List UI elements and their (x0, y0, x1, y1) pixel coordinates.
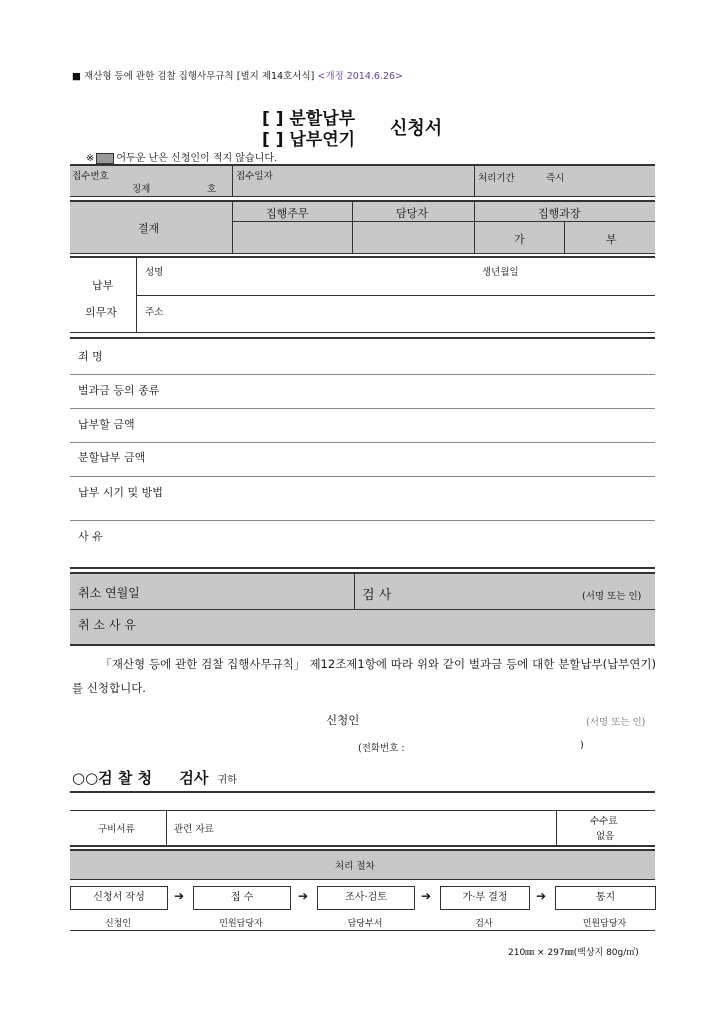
office-honorific: 귀하 (217, 775, 237, 786)
receipt-number-label: 접수번호 (72, 171, 109, 182)
step-actor: 민원담당자 (582, 919, 627, 929)
paper-size-note: 210㎜ × 297㎜(백상지 80g/㎡) (508, 948, 639, 958)
obligor-label-1: 납부 (92, 279, 114, 292)
arrow-right-icon: ➔ (421, 889, 432, 903)
receipt-number-suffix: 호 (207, 184, 217, 195)
procedure-title: 처리 절차 (335, 861, 375, 872)
title-main: 신청서 (390, 118, 443, 139)
office-title: 검사 (179, 769, 209, 787)
installment-amount-label: 분할납부 금액 (78, 451, 146, 464)
fill-note-prefix: ※ (86, 153, 95, 164)
application-statement (72, 652, 656, 700)
cancel-date-label: 취소 연월일 (78, 586, 140, 600)
fine-type-label: 벌과금 등의 종류 (78, 384, 160, 397)
obligor-block (70, 256, 655, 333)
applicant-sign-note: (서명 또는 인) (586, 717, 646, 728)
office-name: ○○검 찰 청 (72, 769, 153, 787)
step-actor: 검사 (475, 919, 493, 929)
approval-block (70, 200, 655, 254)
fill-note-text: 어두운 난은 신청인이 적지 않습니다. (116, 153, 278, 164)
processing-period-label: 처리기간 (478, 173, 515, 184)
approval-yes: 가 (514, 233, 525, 246)
fee-label: 수수료 (590, 816, 618, 827)
required-docs-label: 구비서류 (98, 824, 135, 835)
form-title (262, 104, 522, 148)
applicant-label: 신청인 (326, 713, 360, 727)
processing-period-value: 즉시 (546, 173, 565, 184)
reason-label: 사 유 (78, 530, 103, 543)
form-reference-note (72, 68, 403, 82)
required-docs-row (70, 810, 655, 847)
payable-amount-label: 납부할 금액 (78, 418, 135, 431)
revision-date: <개정 2014.6.26> (317, 71, 404, 82)
arrow-right-icon: ➔ (536, 889, 547, 903)
approval-col-chief: 집행주무 (266, 207, 309, 220)
step-actor: 민원담당자 (219, 919, 263, 929)
crime-label: 죄 명 (78, 350, 103, 363)
step-notification: 통지 (555, 886, 656, 910)
approval-col-director: 집행과장 (538, 207, 581, 220)
phone-label: (전화번호 : (358, 743, 405, 754)
birthdate-label: 생년월일 (482, 267, 519, 278)
cancel-block (70, 572, 655, 646)
prosecutor-label: 검 사 (362, 588, 392, 603)
receipt-date-label: 접수일자 (236, 171, 273, 182)
fee-value: 없음 (596, 831, 615, 842)
step-review: 조사·검토 (317, 886, 415, 910)
fill-note (86, 149, 277, 164)
procedure-title-bar (70, 849, 655, 880)
phone-close: ) (580, 740, 584, 751)
title-option-installment[interactable]: [ ] 분할납부 (262, 109, 356, 129)
prosecutor-sign-note: (서명 또는 인) (582, 591, 642, 602)
name-label: 성명 (145, 267, 164, 278)
step-actor: 신청인 (104, 919, 132, 929)
cancel-reason-label: 취 소 사 유 (78, 618, 136, 632)
step-decision: 가·부 결정 (440, 886, 530, 910)
payment-timing-label: 납부 시기 및 방법 (78, 486, 163, 499)
approval-no: 부 (606, 233, 617, 246)
title-option-deferral[interactable]: [ ] 납부연기 (262, 130, 356, 150)
approval-label: 결재 (138, 222, 160, 235)
obligor-label-2: 의무자 (85, 306, 117, 319)
step-receipt: 접 수 (193, 886, 291, 910)
form-reference-text: ■ 재산형 등에 관한 검찰 집행사무규칙 [별지 제14호서식] (72, 71, 318, 82)
arrow-right-icon: ➔ (174, 889, 185, 903)
detail-fields (70, 337, 655, 569)
addressee (72, 767, 237, 788)
arrow-right-icon: ➔ (298, 889, 309, 903)
shaded-box-icon (96, 153, 114, 164)
step-actor: 담당부서 (347, 919, 383, 929)
required-docs-value: 관련 자료 (174, 824, 214, 835)
step-application: 신청서 작성 (70, 886, 168, 910)
receipt-number-value: 징제 (132, 184, 151, 195)
address-label: 주소 (145, 307, 164, 318)
receipt-row (70, 164, 655, 197)
approval-col-officer: 담당자 (396, 207, 428, 220)
application-statement-text: 「재산형 등에 관한 검찰 집행사무규칙」 제12조제1항에 따라 위와 같이 벌과금 등에 대한 분할납부(납부연기)를 신청합니다. (72, 657, 656, 695)
